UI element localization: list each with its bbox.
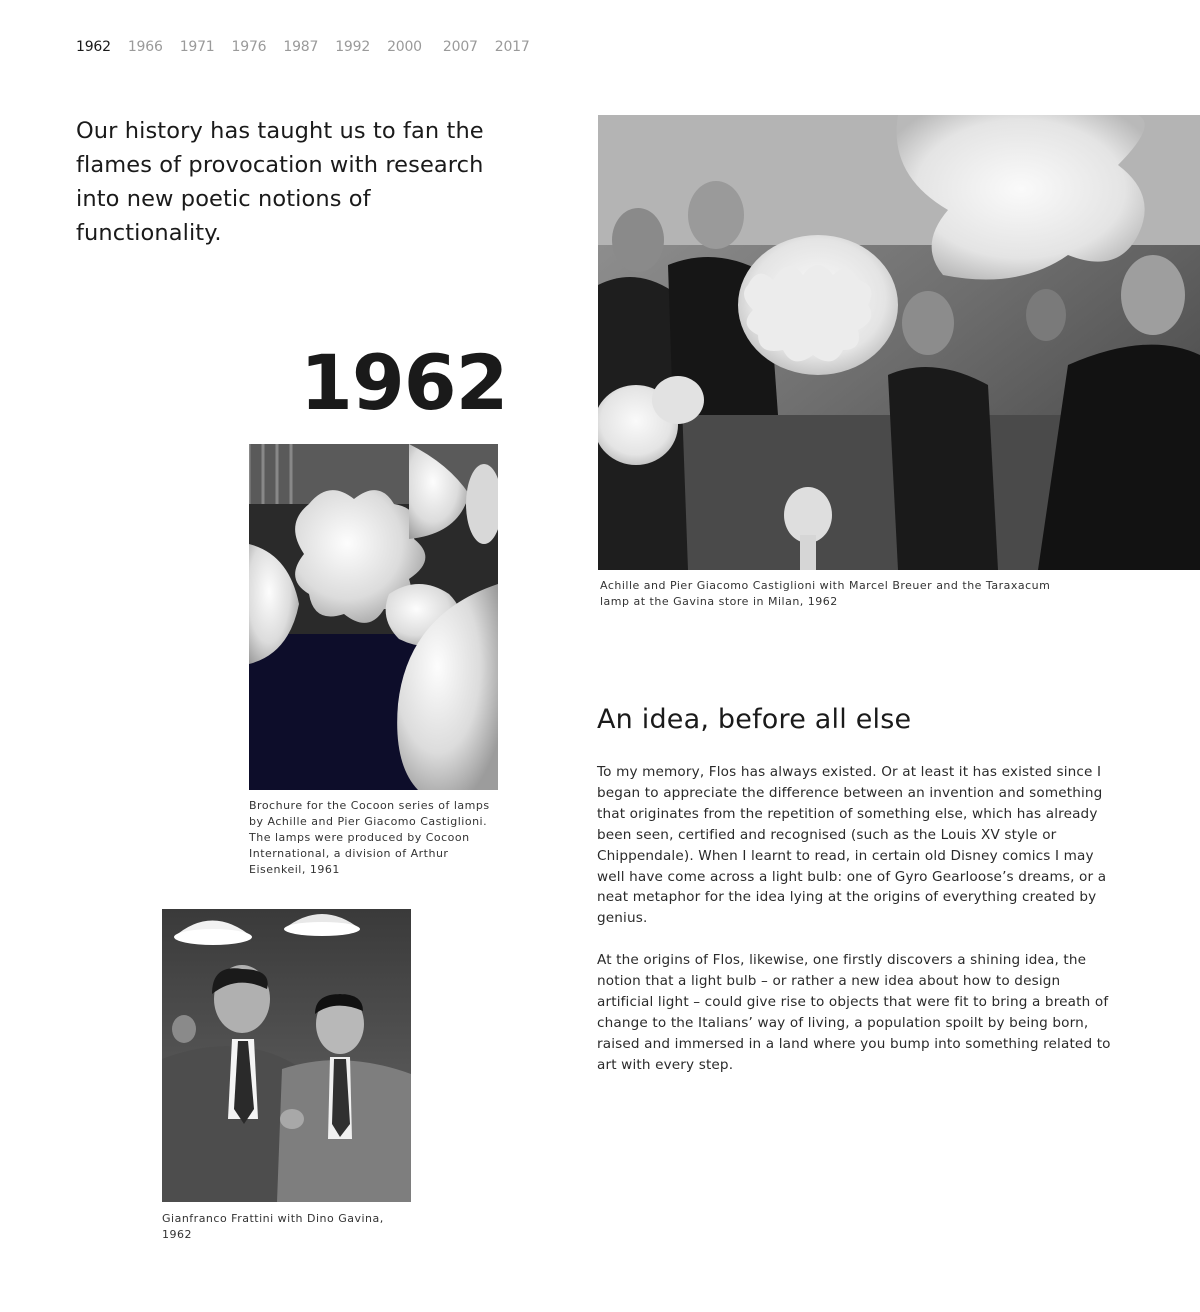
frattini-gavina-caption: Gianfranco Frattini with Dino Gavina, 1962	[162, 1212, 384, 1241]
article-title: An idea, before all else	[597, 704, 912, 735]
frattini-gavina-photo	[162, 909, 411, 1202]
castiglioni-breuer-image	[598, 115, 1200, 570]
timeline-year-2007[interactable]: 2007	[442, 39, 478, 55]
timeline-year-1987[interactable]: 1987	[283, 39, 319, 55]
timeline-year-1976[interactable]: 1976	[231, 39, 267, 55]
intro-statement: Our history has taught us to fan the flames of provocation with research into new poetic notions of functionality.	[76, 118, 484, 246]
castiglioni-breuer-photo	[598, 115, 1200, 570]
timeline-year-1966[interactable]: 1966	[127, 39, 163, 55]
timeline-year-1962[interactable]: 1962	[76, 39, 111, 55]
cocoon-brochure-image	[249, 444, 498, 790]
timeline-year-2017[interactable]: 2017	[494, 39, 530, 55]
article-paragraph: At the origins of Flos, likewise, one firstly discovers a shining idea, the notion that a light bulb – or rather a new idea about how to design artificial light – could give rise to objects that were fit to bring a breath of change to the Italians’ way of living, a population spoilt by being born, raised and immersed in a land where you bump into something related to art with every step.	[597, 952, 1111, 1073]
timeline-year-2000[interactable]: 2000	[387, 39, 422, 55]
cocoon-brochure-caption: Brochure for the Cocoon series of lamps by Achille and Pier Giacomo Castiglioni. The lamps were produced by Cocoon International, a division of Arthur Eisenkeil, 1961	[249, 799, 490, 876]
timeline-year-1992[interactable]: 1992	[335, 39, 371, 55]
frattini-gavina-image	[162, 909, 411, 1202]
article-body	[597, 762, 1117, 1097]
castiglioni-breuer-caption: Achille and Pier Giacomo Castiglioni with Marcel Breuer and the Taraxacum lamp at the Gavina store in Milan, 1962	[600, 579, 1051, 608]
year-heading: 1962	[300, 338, 508, 427]
cocoon-brochure-photo	[249, 444, 498, 790]
timeline-nav	[76, 38, 547, 56]
article-paragraph: To my memory, Flos has always existed. Or at least it has existed since I began to appreciate the difference between an invention and something that originates from the repetition of something else, which has already been seen, certified and recognised (such as the Louis XV style or Chippendale). When I learnt to read, in certain old Disney comics I may well have come across a light bulb: one of Gyro Gearloose’s dreams, or a neat metaphor for the idea lying at the origins of everything created by genius.	[597, 764, 1107, 927]
timeline-year-1971[interactable]: 1971	[179, 39, 215, 55]
